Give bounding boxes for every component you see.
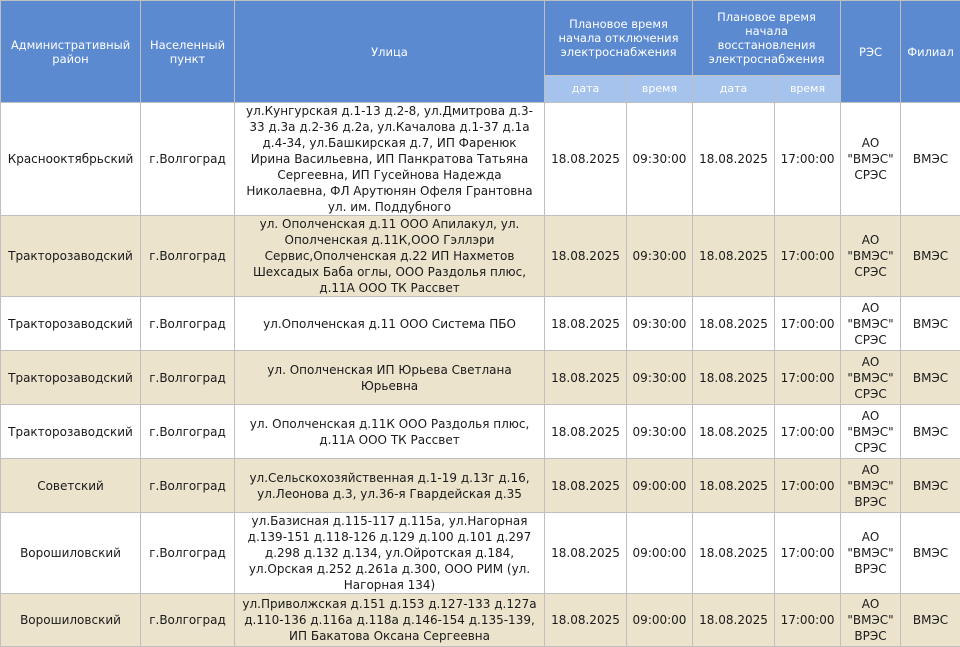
subheader-on-time: время <box>775 76 841 103</box>
subheader-off-time: время <box>627 76 693 103</box>
cell-on-time: 17:00:00 <box>775 459 841 513</box>
cell-res: АО "ВМЭС" СРЭС <box>841 216 901 297</box>
cell-on-time: 17:00:00 <box>775 297 841 351</box>
cell-branch: ВМЭС <box>901 103 960 216</box>
header-row <box>1 1 960 76</box>
cell-locality: г.Волгоград <box>141 103 235 216</box>
cell-locality: г.Волгоград <box>141 513 235 594</box>
cell-street: ул. Ополченская д.11К ООО Раздолья плюс, д.11А ООО ТК Рассвет <box>235 405 545 459</box>
cell-street: ул.Приволжская д.151 д.153 д.127-133 д.127а д.110-136 д.116а д.118а д.146-154 д.135-139, ИП Бакатова Оксана Сергеевна <box>235 594 545 647</box>
cell-locality: г.Волгоград <box>141 405 235 459</box>
table-row <box>1 351 960 405</box>
cell-on-time: 17:00:00 <box>775 405 841 459</box>
cell-off-date: 18.08.2025 <box>545 297 627 351</box>
cell-locality: г.Волгоград <box>141 459 235 513</box>
cell-district: Советский <box>1 459 141 513</box>
cell-district: Ворошиловский <box>1 594 141 647</box>
cell-off-date: 18.08.2025 <box>545 594 627 647</box>
cell-off-time: 09:30:00 <box>627 297 693 351</box>
cell-res: АО "ВМЭС" СРЭС <box>841 103 901 216</box>
table-row <box>1 459 960 513</box>
cell-district: Ворошиловский <box>1 513 141 594</box>
cell-locality: г.Волгоград <box>141 297 235 351</box>
table-row <box>1 405 960 459</box>
subheader-off-date: дата <box>545 76 627 103</box>
cell-on-date: 18.08.2025 <box>693 103 775 216</box>
cell-street: ул. Ополченская ИП Юрьева Светлана Юрьевна <box>235 351 545 405</box>
cell-off-time: 09:30:00 <box>627 103 693 216</box>
cell-branch: ВМЭС <box>901 459 960 513</box>
cell-off-date: 18.08.2025 <box>545 459 627 513</box>
table-row <box>1 513 960 594</box>
table-row <box>1 297 960 351</box>
cell-street: ул.Кунгурская д.1-13 д.2-8, ул.Дмитрова д.3-33 д.3а д.2-36 д.2а, ул.Качалова д.1-37 д.1а д.4-34, ул.Башкирская д.7, ИП Фаренюк Ирина Васильевна, ИП Панкратова Татьяна Сергеевна, ИП Гусейнова Надежда Николаевна, ФЛ Арутюнян Офеля Грантовна ул. им. Поддубного <box>235 103 545 216</box>
cell-res: АО "ВМЭС" ВРЭС <box>841 459 901 513</box>
cell-on-time: 17:00:00 <box>775 216 841 297</box>
cell-res: АО "ВМЭС" СРЭС <box>841 405 901 459</box>
header-res: РЭС <box>841 1 901 103</box>
cell-off-date: 18.08.2025 <box>545 216 627 297</box>
cell-res: АО "ВМЭС" ВРЭС <box>841 513 901 594</box>
cell-street: ул.Сельскохозяйственная д.1-19 д.13г д.16, ул.Леонова д.3, ул.36-я Гвардейская д.35 <box>235 459 545 513</box>
cell-district: Тракторозаводский <box>1 216 141 297</box>
cell-off-time: 09:30:00 <box>627 216 693 297</box>
cell-on-date: 18.08.2025 <box>693 351 775 405</box>
cell-on-time: 17:00:00 <box>775 103 841 216</box>
cell-off-time: 09:00:00 <box>627 594 693 647</box>
cell-street: ул. Ополченская д.11 ООО Апилакул, ул. Ополченская д.11К,ООО Гэллэри Сервис,Ополченская д.22 ИП Нахметов Шехсадых Баба оглы, ООО Раздолья плюс, д.11А ООО ТК Рассвет <box>235 216 545 297</box>
header-restore-time: Плановое время начала восстановления электроснабжения <box>693 1 841 76</box>
cell-off-time: 09:00:00 <box>627 513 693 594</box>
cell-branch: ВМЭС <box>901 297 960 351</box>
table-row <box>1 216 960 297</box>
cell-on-date: 18.08.2025 <box>693 459 775 513</box>
cell-district: Тракторозаводский <box>1 351 141 405</box>
cell-district: Краснооктябрьский <box>1 103 141 216</box>
cell-locality: г.Волгоград <box>141 594 235 647</box>
cell-district: Тракторозаводский <box>1 297 141 351</box>
cell-off-time: 09:00:00 <box>627 459 693 513</box>
cell-off-date: 18.08.2025 <box>545 405 627 459</box>
cell-on-time: 17:00:00 <box>775 513 841 594</box>
cell-branch: ВМЭС <box>901 513 960 594</box>
cell-off-time: 09:30:00 <box>627 405 693 459</box>
header-off-time: Плановое время начала отключения электроснабжения <box>545 1 693 76</box>
table-row <box>1 103 960 216</box>
cell-off-date: 18.08.2025 <box>545 103 627 216</box>
cell-branch: ВМЭС <box>901 351 960 405</box>
cell-street: ул.Базисная д.115-117 д.115а, ул.Нагорная д.139-151 д.118-126 д.129 д.100 д.101 д.297 д.298 д.132 д.134, ул.Ойротская д.184, ул.Орская д.252 д.261а д.300, ООО РИМ (ул. Нагорная 134) <box>235 513 545 594</box>
cell-on-time: 17:00:00 <box>775 351 841 405</box>
header-branch: Филиал <box>901 1 960 103</box>
header-district: Административный район <box>1 1 141 103</box>
cell-locality: г.Волгоград <box>141 351 235 405</box>
cell-on-date: 18.08.2025 <box>693 216 775 297</box>
cell-res: АО "ВМЭС" СРЭС <box>841 297 901 351</box>
cell-locality: г.Волгоград <box>141 216 235 297</box>
cell-off-date: 18.08.2025 <box>545 513 627 594</box>
cell-street: ул.Ополченская д.11 ООО Система ПБО <box>235 297 545 351</box>
cell-on-date: 18.08.2025 <box>693 405 775 459</box>
cell-off-time: 09:30:00 <box>627 351 693 405</box>
cell-off-date: 18.08.2025 <box>545 351 627 405</box>
cell-on-date: 18.08.2025 <box>693 594 775 647</box>
header-locality: Населенный пункт <box>141 1 235 103</box>
subheader-on-date: дата <box>693 76 775 103</box>
cell-res: АО "ВМЭС" ВРЭС <box>841 594 901 647</box>
cell-on-time: 17:00:00 <box>775 594 841 647</box>
table-row <box>1 594 960 647</box>
cell-res: АО "ВМЭС" СРЭС <box>841 351 901 405</box>
cell-on-date: 18.08.2025 <box>693 513 775 594</box>
cell-branch: ВМЭС <box>901 594 960 647</box>
cell-branch: ВМЭС <box>901 405 960 459</box>
cell-district: Тракторозаводский <box>1 405 141 459</box>
cell-on-date: 18.08.2025 <box>693 297 775 351</box>
cell-branch: ВМЭС <box>901 216 960 297</box>
header-street: Улица <box>235 1 545 103</box>
